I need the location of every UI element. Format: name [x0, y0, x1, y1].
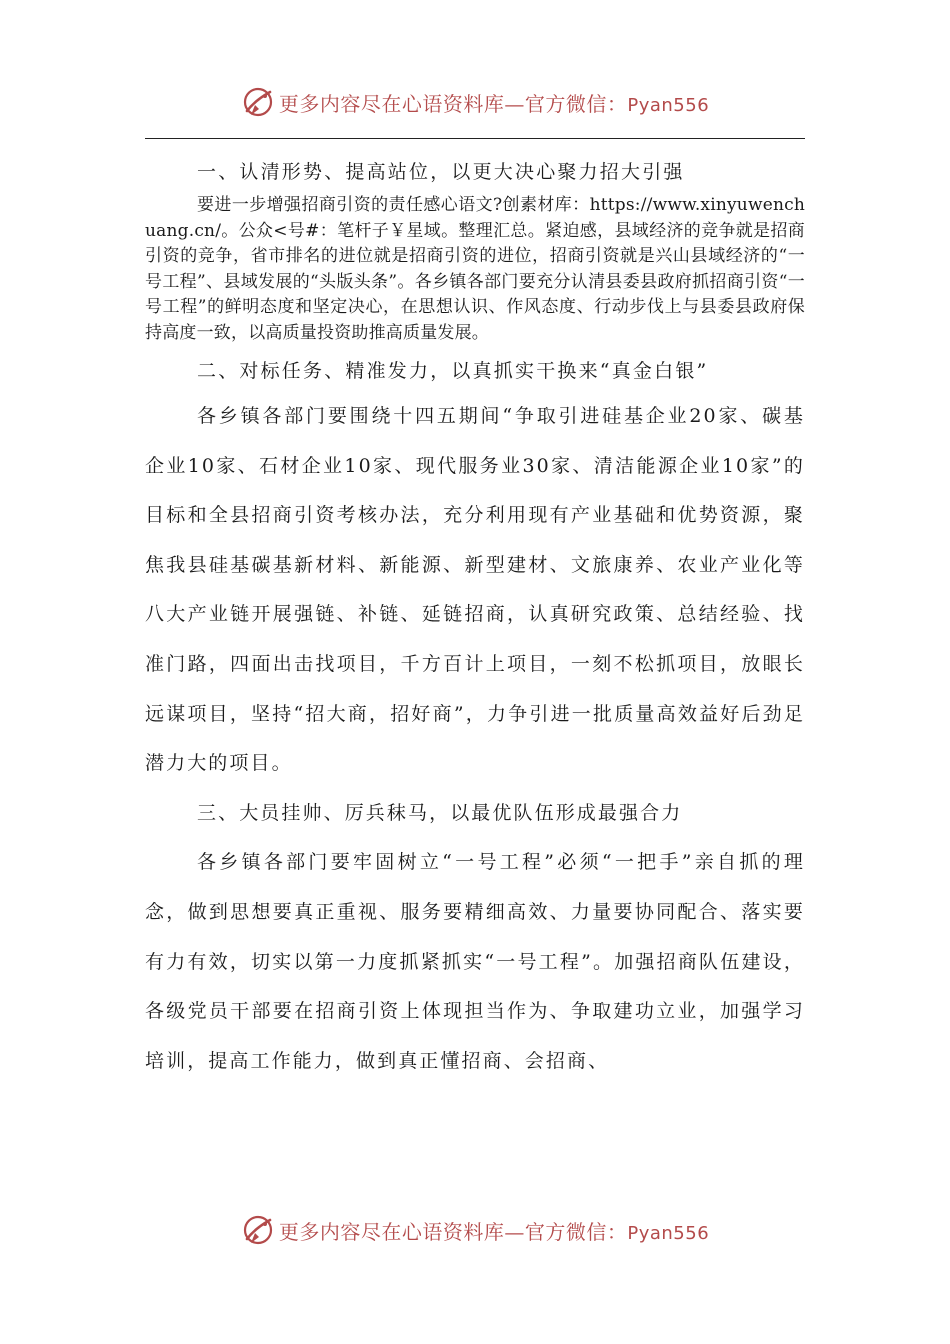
header-banner-text: 更多内容尽在心语资料库—官方微信：Pyan556	[278, 91, 710, 116]
section-3-paragraph: 各乡镇各部门要牢固树立“一号工程”必须“一把手”亲自抓的理念，做到思想要真正重视、服务要精细高效、力量要协同配合、落实要有力有效，切实以第一力度抓紧抓实“一号工程”。加强招商队伍建设，各级党员干部要在招商引资上体现担当作为、争取建功立业，加强学习培训，提高工作能力，做到真正懂招商、会招商、	[145, 851, 805, 1072]
footer-banner-text: 更多内容尽在心语资料库—官方微信：Pyan556	[278, 1219, 710, 1244]
pen-ribbon-logo-icon	[241, 1213, 275, 1247]
header-banner	[0, 82, 950, 122]
section-2-heading: 二、对标任务、精准发力，以真抓实干换来“真金白银”	[197, 360, 709, 382]
header-divider	[145, 138, 805, 139]
document-body	[145, 155, 805, 1086]
pen-ribbon-logo-icon	[241, 85, 275, 119]
section-1-heading: 一、认清形势、提高站位，以更大决心聚力招大引强	[197, 161, 685, 183]
section-3-heading: 三、大员挂帅、厉兵秣马，以最优队伍形成最强合力	[197, 801, 683, 824]
header-banner-handle: Pyan556	[627, 94, 710, 116]
footer-banner	[0, 1210, 950, 1250]
footer-banner-handle: Pyan556	[627, 1222, 710, 1244]
section-2-paragraph: 各乡镇各部门要围绕十四五期间“争取引进硅基企业20家、碳基企业10家、石材企业10家、现代服务业30家、清洁能源企业10家”的目标和全县招商引资考核办法，充分利用现有产业基础和优势资源，聚焦我县硅基碳基新材料、新能源、新型建材、文旅康养、农业产业化等八大产业链开展强链、补链、延链招商，认真研究政策、总结经验、找准门路，四面出击找项目，千方百计上项目，一刻不松抓项目，放眼长远谋项目，坚持“招大商，招好商”，力争引进一批质量高效益好后劲足潜力大的项目。	[145, 405, 805, 775]
section-1-paragraph: 要进一步增强招商引资的责任感心语文?创素材库：https://www.xinyuwenchuang.cn/。公众<号#：笔杆子￥星域。整理汇总。紧迫感，县域经济的竞争就是招商引资的竞争，省市排名的进位就是招商引资的进位，招商引资就是兴山县域经济的“一号工程”、县域发展的“头版头条”。各乡镇各部门要充分认清县委县政府抓招商引资“一号工程”的鲜明态度和坚定决心，在思想认识、作风态度、行动步伐上与县委县政府保持高度一致，以高质量投资助推高质量发展。	[145, 195, 805, 343]
